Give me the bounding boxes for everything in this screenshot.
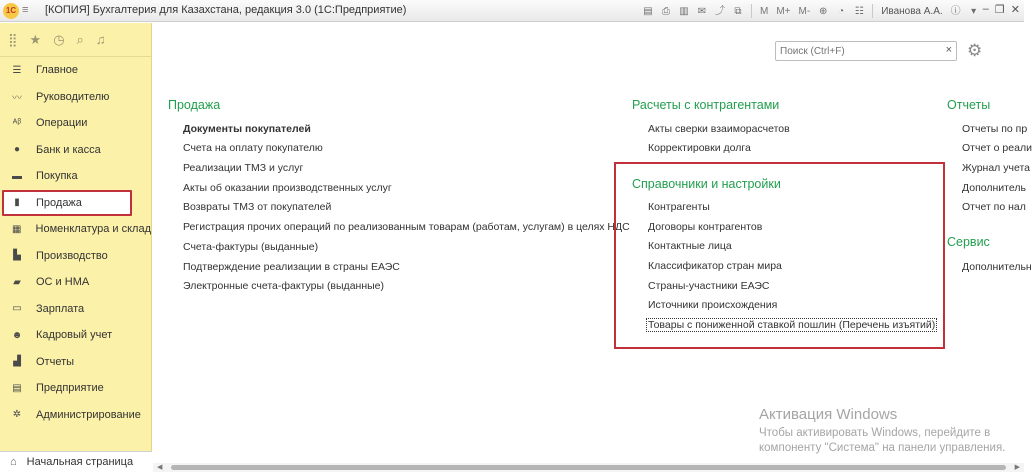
sidebar-item-label: Покупка [36, 170, 78, 183]
home-page-label: Начальная страница [26, 456, 134, 468]
settings-gear-icon[interactable]: ⚙ [967, 41, 983, 60]
main-panel [153, 23, 1032, 472]
app-logo-icon[interactable]: 1С [3, 3, 19, 19]
print-icon[interactable]: ⎙ [662, 5, 670, 17]
zoom-icon[interactable]: ⊕ [818, 5, 828, 17]
link-customer-documents[interactable]: Документы покупателей [183, 123, 311, 135]
search-icon[interactable]: ⌕ [76, 31, 84, 47]
link-report-2[interactable]: Отчет о реали [962, 142, 1032, 154]
toolbar-separator [751, 4, 752, 18]
truck-icon: ▰ [13, 276, 21, 288]
sidebar-item-label: Зарплата [36, 302, 85, 315]
sidebar-toolbar [0, 23, 151, 57]
sidebar-item-salary[interactable] [0, 296, 151, 323]
scroll-left-icon[interactable]: ◀ [157, 464, 163, 471]
link-report-3[interactable]: Журнал учета [962, 162, 1030, 174]
grid-icon: ▦ [12, 223, 22, 235]
copy-icon[interactable]: ⧉ [734, 5, 742, 17]
link-sales-goods[interactable]: Реализации ТМЗ и услуг [183, 162, 304, 174]
memory-button[interactable]: M [760, 5, 769, 17]
memory-plus-button[interactable]: M+ [776, 5, 791, 17]
sidebar-item-label: Производство [36, 249, 108, 262]
sidebar-item-label: Главное [36, 64, 79, 77]
clear-icon[interactable]: × [945, 44, 952, 56]
link-service-1[interactable]: Дополнительн [962, 261, 1032, 273]
sidebar-item-warehouse[interactable] [0, 216, 151, 243]
link-icon[interactable]: ⤴ [715, 5, 725, 17]
link-eaeu-confirmation[interactable]: Подтверждение реализации в страны ЕАЭС [183, 261, 400, 273]
link-e-invoices[interactable]: Электронные счета-фактуры (выданные) [183, 280, 385, 292]
link-origin-sources[interactable]: Источники происхождения [648, 299, 778, 311]
section-title-service: Сервис [947, 235, 990, 249]
link-returns[interactable]: Возвраты ТМЗ от покупателей [183, 201, 332, 213]
maximize-icon[interactable]: ❐ [994, 4, 1005, 16]
search-input[interactable] [776, 42, 936, 60]
chevron-down-icon[interactable]: ▾ [971, 5, 977, 17]
watermark-title: Активация Windows [759, 406, 898, 423]
cart-icon: ▬ [12, 170, 22, 182]
sidebar [0, 23, 152, 472]
sidebar-item-label: Продажа [36, 196, 82, 209]
title-toolbar [640, 3, 982, 19]
link-contracts[interactable]: Договоры контрагентов [648, 221, 763, 233]
bell-icon[interactable]: ◔ [838, 5, 845, 17]
toolbar-separator [872, 4, 873, 18]
link-country-classifier[interactable]: Классификатор стран мира [648, 260, 782, 272]
sidebar-item-bank[interactable] [0, 137, 151, 164]
sidebar-item-production[interactable] [0, 243, 151, 270]
enterprise-icon: ▤ [12, 382, 22, 394]
watermark-line-1: Чтобы активировать Windows, перейдите в [759, 427, 991, 439]
home-icon: ⌂ [10, 456, 17, 468]
menu-icon[interactable]: ≡ [22, 4, 31, 16]
link-reduced-duty-goods[interactable]: Товары с пониженной ставкой пошлин (Перечень изъятий) [648, 319, 936, 331]
sidebar-item-label: Банк и касса [36, 143, 101, 156]
sidebar-item-label: Операции [36, 117, 88, 130]
link-invoices-issued[interactable]: Счета-фактуры (выданные) [183, 241, 319, 253]
section-title-sales: Продажа [168, 98, 221, 112]
link-service-acts[interactable]: Акты об оказании производственных услуг [183, 182, 392, 194]
bar-chart-icon: ▟ [13, 356, 21, 368]
section-title-references: Справочники и настройки [632, 177, 781, 191]
section-title-settlements: Расчеты с контрагентами [632, 98, 780, 112]
watermark-line-2: компоненту "Система" на панели управления. [759, 442, 1006, 454]
factory-icon: ▙ [13, 250, 21, 262]
preview-icon[interactable]: ▥ [679, 5, 689, 17]
link-vat-operations[interactable]: Регистрация прочих операций по реализованным товарам (работам, услугам) в целях НДС [183, 221, 630, 233]
save-icon[interactable]: ▤ [643, 5, 653, 17]
link-customer-invoices[interactable]: Счета на оплату покупателю [183, 142, 323, 154]
money-icon: ▭ [12, 303, 22, 315]
link-reconciliation-acts[interactable]: Акты сверки взаиморасчетов [648, 123, 790, 135]
sidebar-item-manager[interactable] [0, 84, 151, 111]
link-report-5[interactable]: Отчет по нал [962, 201, 1026, 213]
sidebar-item-reports[interactable] [0, 349, 151, 376]
sidebar-item-label: ОС и НМА [36, 276, 90, 289]
mail-icon[interactable]: ✉ [697, 5, 707, 17]
home-page-tab[interactable] [0, 451, 152, 472]
link-report-1[interactable]: Отчеты по пр [962, 123, 1028, 135]
sidebar-item-label: Администрирование [36, 408, 141, 421]
horizontal-scrollbar[interactable] [153, 463, 1024, 472]
trend-icon: 〰 [12, 93, 22, 105]
scroll-right-icon[interactable]: ▶ [1014, 464, 1020, 471]
link-contacts[interactable]: Контактные лица [648, 240, 732, 252]
apps-grid-icon[interactable]: ⣿ [8, 31, 18, 47]
sidebar-item-assets[interactable] [0, 269, 151, 296]
sidebar-item-label: Номенклатура и склад [35, 223, 151, 236]
sidebar-item-sales[interactable] [2, 190, 132, 217]
operations-icon: ᴬᵝ [12, 117, 22, 129]
sidebar-item-purchase[interactable] [0, 163, 151, 190]
gear-icon: ✲ [12, 409, 22, 421]
sidebar-item-label: Отчеты [36, 355, 75, 368]
coin-icon: ● [13, 144, 21, 156]
hamburger-icon: ☰ [12, 64, 22, 76]
sidebar-item-label: Предприятие [36, 382, 104, 395]
sidebar-item-operations[interactable] [0, 110, 151, 137]
window-title: [КОПИЯ] Бухгалтерия для Казахстана, редакция 3.0 (1С:Предприятие) [45, 4, 407, 16]
bag-icon: ▮ [14, 197, 20, 209]
favorites-icon[interactable]: ★ [29, 31, 42, 47]
close-icon[interactable]: ✕ [1010, 4, 1020, 16]
memory-minus-button[interactable]: M- [798, 5, 811, 17]
history-icon[interactable]: ☷ [854, 5, 864, 17]
search-box [775, 41, 957, 61]
minimize-icon[interactable]: – [982, 3, 989, 15]
person-icon: ☻ [11, 329, 23, 341]
link-counterparties[interactable]: Контрагенты [648, 201, 710, 213]
user-name[interactable]: Иванова А.А. [881, 5, 943, 17]
link-report-4[interactable]: Дополнитель [962, 182, 1026, 194]
window-controls [983, 3, 1020, 16]
history-icon[interactable]: ◷ [53, 31, 65, 47]
section-title-reports: Отчеты [947, 98, 991, 112]
title-bar [0, 0, 1024, 22]
sidebar-item-hr[interactable] [0, 322, 151, 349]
link-debt-adjustments[interactable]: Корректировки долга [648, 142, 751, 154]
scrollbar-thumb[interactable] [171, 465, 1006, 470]
notification-bell-icon[interactable]: ♫ [95, 32, 106, 47]
sidebar-item-label: Руководителю [36, 90, 110, 103]
sidebar-item-label: Кадровый учет [36, 329, 113, 342]
link-eaeu-countries[interactable]: Страны-участники ЕАЭС [648, 280, 770, 292]
info-icon[interactable]: ⓘ [950, 5, 961, 17]
sidebar-item-admin[interactable] [0, 402, 151, 429]
sidebar-item-main[interactable] [0, 57, 151, 84]
sidebar-item-enterprise[interactable] [0, 375, 151, 402]
